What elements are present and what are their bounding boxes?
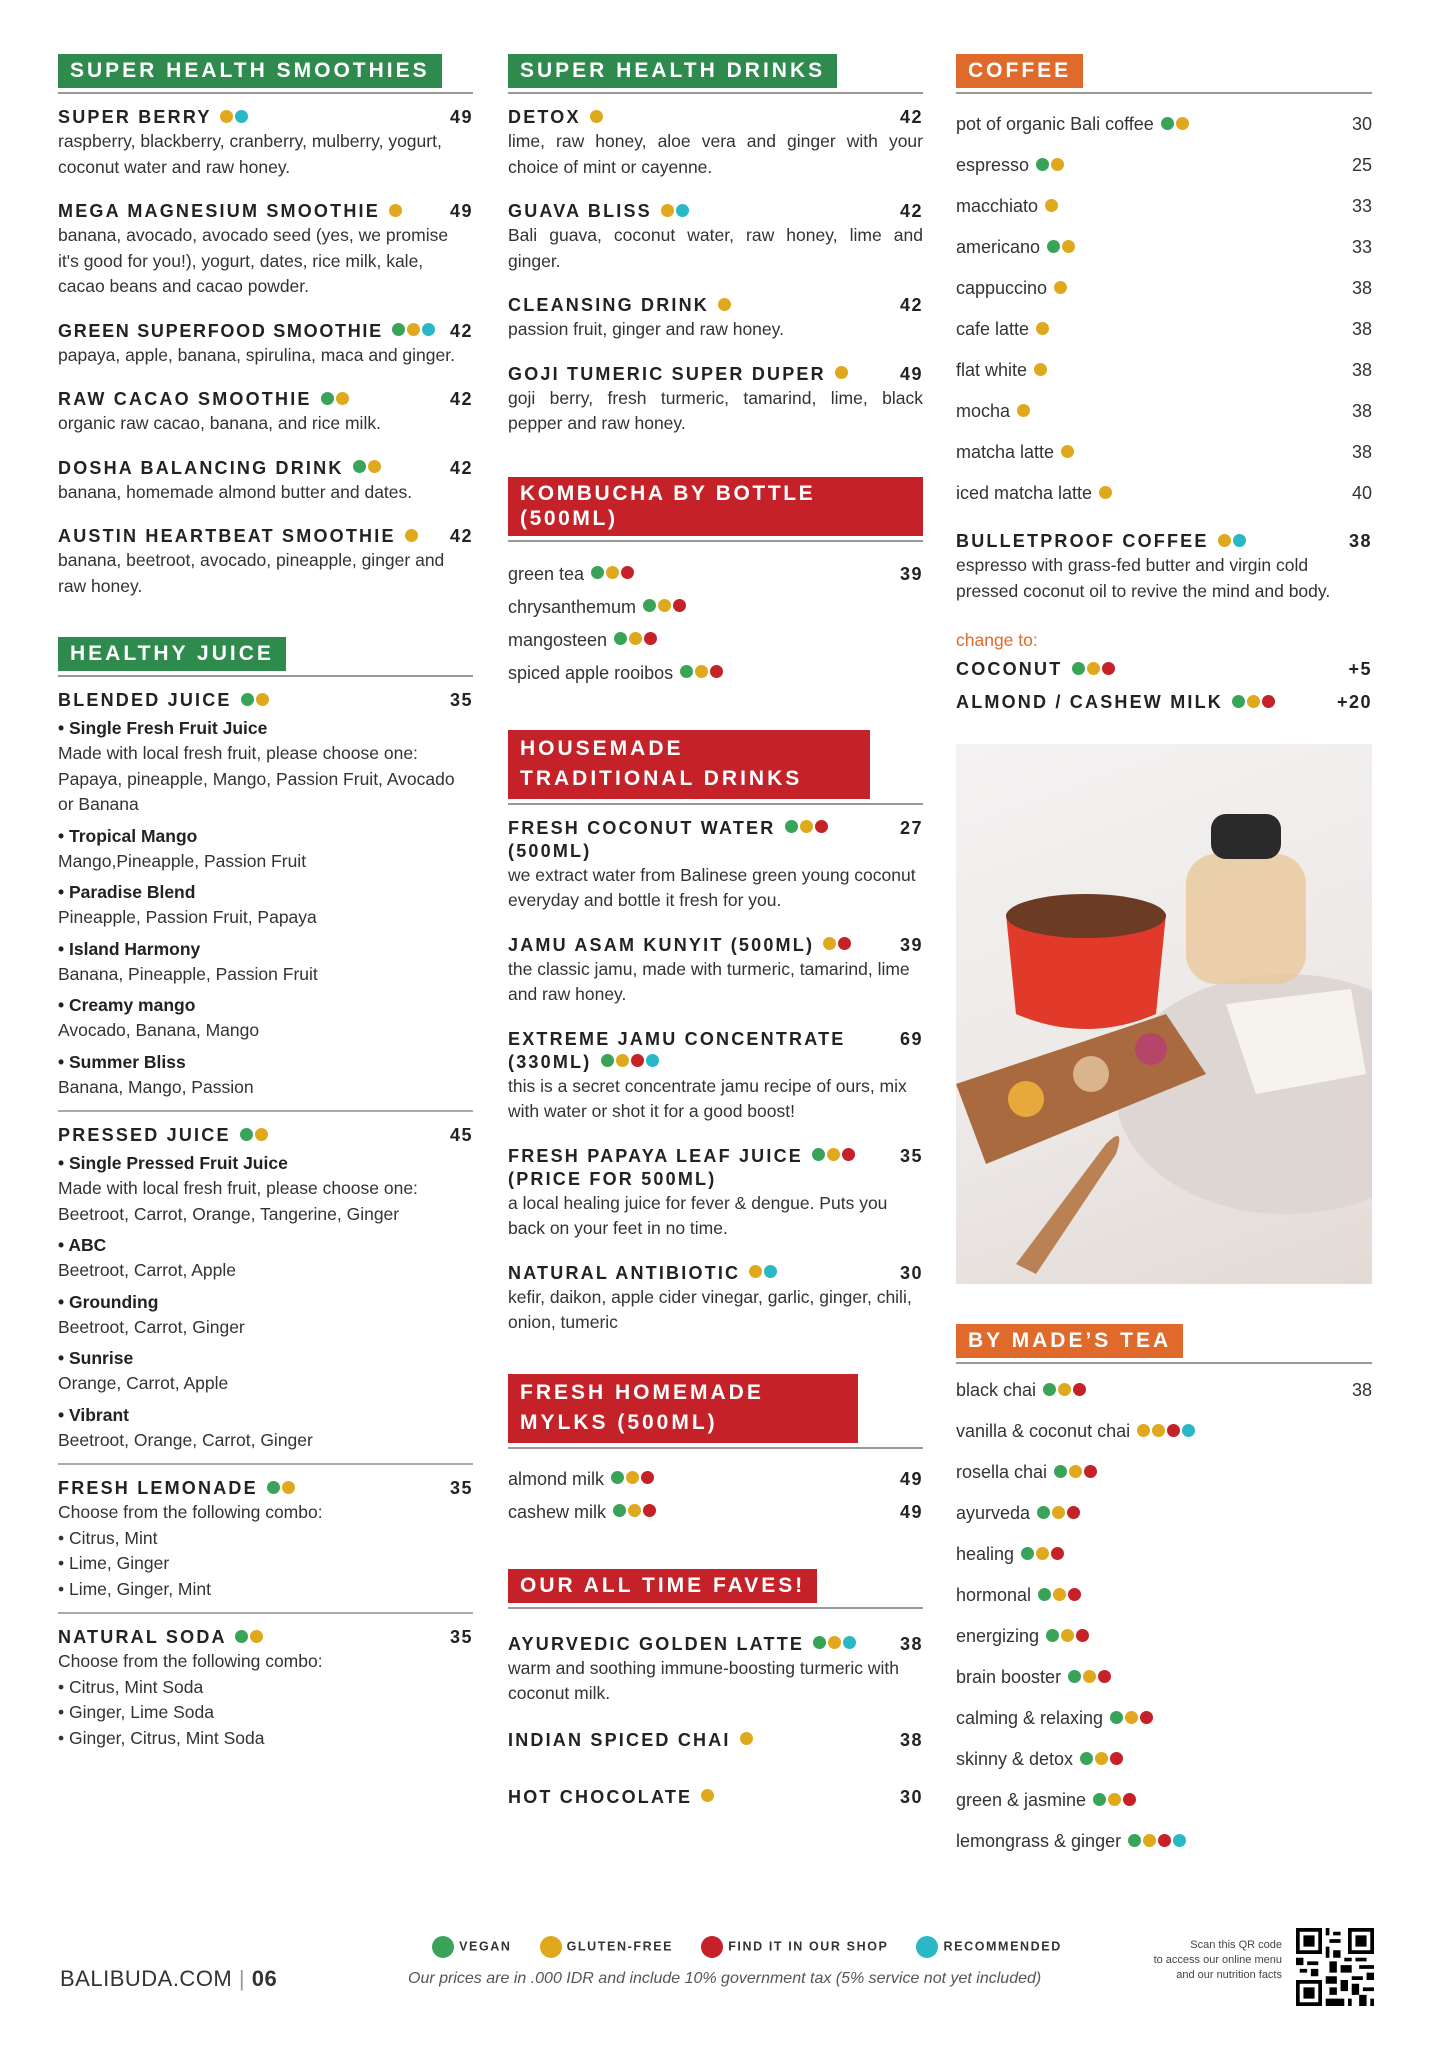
gluten-free-icon — [695, 665, 708, 678]
shop-icon — [631, 1054, 644, 1067]
section-heading-smoothies: SUPER HEALTH SMOOTHIES — [58, 54, 442, 88]
page-number: 06 — [251, 1966, 278, 1991]
gluten-free-icon — [1143, 1834, 1156, 1847]
section-heading-tea: BY MADE’S TEA — [956, 1324, 1183, 1358]
icon-legend: VEGAN GLUTEN-FREE FIND IT IN OUR SHOP RECOMMENDED — [430, 1936, 1062, 1958]
gluten-free-icon — [606, 566, 619, 579]
gluten-free-icon — [629, 632, 642, 645]
section-heading-traditional: HOUSEMADE TRADITIONAL DRINKS — [508, 730, 870, 799]
vegan-icon — [1072, 662, 1085, 675]
vegan-icon — [785, 820, 798, 833]
shop-icon — [1073, 1383, 1086, 1396]
shop-icon — [1051, 1547, 1064, 1560]
menu-item-golden-latte: AYURVEDIC GOLDEN LATTE 38 warm and soothing immune-boosting turmeric with coconut milk. — [508, 1633, 923, 1703]
site-link[interactable]: BALIBUDA.COM — [60, 1966, 233, 1991]
vegan-icon — [1232, 695, 1245, 708]
gluten-free-icon — [1125, 1711, 1138, 1724]
shop-icon — [621, 566, 634, 579]
vegan-icon — [432, 1936, 454, 1958]
gluten-free-icon — [389, 204, 402, 217]
tea-photo — [956, 744, 1372, 1284]
vegan-icon — [240, 1128, 253, 1141]
vegan-icon — [1161, 117, 1174, 130]
mylks-list: almond milk 49 cashew milk 49 — [508, 1468, 923, 1522]
divider — [508, 1447, 923, 1449]
shop-icon — [643, 1504, 656, 1517]
column-coffee-tea — [956, 54, 1372, 1862]
vegan-icon — [1021, 1547, 1034, 1560]
tea-photo-illustration — [956, 744, 1372, 1284]
recommended-icon — [764, 1265, 777, 1278]
shop-icon — [1167, 1424, 1180, 1437]
shop-icon — [1102, 662, 1115, 675]
gluten-free-icon — [1137, 1424, 1150, 1437]
divider — [58, 675, 473, 677]
divider — [58, 1612, 473, 1614]
gluten-free-icon — [1034, 363, 1047, 376]
vegan-icon — [1054, 1465, 1067, 1478]
gluten-free-icon — [368, 460, 381, 473]
menu-item-bulletproof: BULLETPROOF COFFEE 38 espresso with grass-fed butter and virgin cold pressed coconut oil to revive the mind and body. — [956, 531, 1372, 601]
menu-item-green-superfood: GREEN SUPERFOOD SMOOTHIE 42 papaya, apple, banana, spirulina, maca and ginger. — [58, 320, 473, 365]
divider — [956, 1362, 1372, 1364]
gluten-free-icon — [827, 1148, 840, 1161]
qr-caption: Scan this QR code to access our online menu and our nutrition facts — [1153, 1939, 1282, 1981]
gluten-free-icon — [1051, 158, 1064, 171]
vegan-icon — [267, 1481, 280, 1494]
gluten-free-icon — [718, 298, 731, 311]
gluten-free-icon — [336, 392, 349, 405]
price-note: Our prices are in .000 IDR and include 10% government tax (5% service not yet included) — [408, 1970, 1042, 1987]
divider — [58, 1110, 473, 1112]
shop-icon — [644, 632, 657, 645]
dried-flowers — [1008, 1081, 1044, 1117]
shop-icon — [673, 599, 686, 612]
menu-item-pressed-juice: PRESSED JUICE 45 • Single Pressed Fruit Juice Made with local fresh fruit, please choose one: Beetroot, Carrot, Orange, Tangerine, Ginger • ABC Beetroot, Carrot, Apple • Grounding Beetroot, Carrot, Ginger • Sunrise Orange, Carrot, Apple • Vibrant Beetroot, Orange, Carrot, Ginger — [58, 1125, 473, 1450]
gluten-free-icon — [1083, 1670, 1096, 1683]
wooden-spoon — [1016, 1136, 1119, 1274]
menu-item-goji-tumeric: GOJI TUMERIC SUPER DUPER 49 goji berry, fresh turmeric, tamarind, lime, black pepper and raw honey. — [508, 363, 923, 433]
vegan-icon — [392, 323, 405, 336]
teapot-lid — [1211, 814, 1281, 859]
gluten-free-icon — [282, 1481, 295, 1494]
divider — [58, 1463, 473, 1465]
menu-item-austin-heartbeat: AUSTIN HEARTBEAT SMOOTHIE 42 banana, beetroot, avocado, pineapple, ginger and raw honey. — [58, 526, 473, 596]
gluten-free-icon — [1062, 240, 1075, 253]
menu-item-dosha: DOSHA BALANCING DRINK 42 banana, homemade almond butter and dates. — [58, 457, 473, 502]
gluten-free-icon — [1017, 404, 1030, 417]
shop-icon — [710, 665, 723, 678]
shop-icon — [641, 1471, 654, 1484]
gluten-free-icon — [800, 820, 813, 833]
gluten-free-icon — [616, 1054, 629, 1067]
gluten-free-icon — [828, 1636, 841, 1649]
vegan-icon — [1043, 1383, 1056, 1396]
vegan-icon — [1036, 158, 1049, 171]
vegan-icon — [591, 566, 604, 579]
vegan-icon — [1046, 1629, 1059, 1642]
gluten-free-icon — [1052, 1506, 1065, 1519]
gluten-free-icon — [661, 204, 674, 217]
vegan-icon — [601, 1054, 614, 1067]
dried-flowers — [1073, 1056, 1109, 1092]
gluten-free-icon — [1099, 486, 1112, 499]
footer — [0, 1920, 1434, 2030]
teapot — [1186, 854, 1306, 984]
menu-item-super-berry: SUPER BERRY 49 raspberry, blackberry, cranberry, mulberry, yogurt, coconut water and raw honey. — [58, 107, 473, 177]
divider — [508, 540, 923, 542]
menu-item-blended-juice: BLENDED JUICE 35 • Single Fresh Fruit Juice Made with local fresh fruit, please choose one: Papaya, pineapple, Mango, Passion Fruit, Avocado or Banana • Tropical Mango Mango,Pineapple, Passion Fruit • Paradise Blend Pineapple, Passion Fruit, Papaya • Island Harmony Banana, Pineapple, Passion Fruit • Creamy mango Avocado, Banana, Mango • Summer Bliss Banana, Mango, Passion — [58, 690, 473, 1097]
divider — [956, 92, 1372, 94]
menu-item-guava-bliss: GUAVA BLISS 42 Bali guava, coconut water, raw honey, lime and ginger. — [508, 201, 923, 271]
recommended-icon — [676, 204, 689, 217]
gluten-free-icon — [626, 1471, 639, 1484]
menu-item-indian-chai: INDIAN SPICED CHAI 38 — [508, 1729, 923, 1750]
gluten-free-icon — [255, 1128, 268, 1141]
gluten-free-icon — [1053, 1588, 1066, 1601]
shop-icon — [1140, 1711, 1153, 1724]
menu-item-papaya-leaf: FRESH PAPAYA LEAF JUICE (PRICE FOR 500ML) 35 a local healing juice for fever & dengue. Puts you back on your feet in no time. — [508, 1145, 923, 1238]
shop-icon — [1262, 695, 1275, 708]
menu-item-hot-chocolate: HOT CHOCOLATE 30 — [508, 1786, 923, 1807]
vegan-icon — [613, 1504, 626, 1517]
gluten-free-icon — [405, 529, 418, 542]
divider — [508, 803, 923, 805]
menu-item-fresh-lemonade: FRESH LEMONADE 35 Choose from the following combo: • Citrus, Mint • Lime, Ginger • Lime, Ginger, Mint — [58, 1478, 473, 1599]
menu-item-cleansing-drink: CLEANSING DRINK 42 passion fruit, ginger and raw honey. — [508, 295, 923, 339]
gluten-free-icon — [1218, 534, 1231, 547]
vegan-icon — [1037, 1506, 1050, 1519]
recommended-icon — [235, 110, 248, 123]
vegan-icon — [813, 1636, 826, 1649]
menu-item-detox: DETOX 42 lime, raw honey, aloe vera and ginger with your choice of mint or cayenne. — [508, 107, 923, 177]
gluten-free-icon — [1058, 1383, 1071, 1396]
menu-item-mega-magnesium: MEGA MAGNESIUM SMOOTHIE 49 banana, avocado, avocado seed (yes, we promise it's good for you!), yogurt, dates, rice milk, kale, cacao beans and cacao powder. — [58, 201, 473, 296]
vegan-icon — [611, 1471, 624, 1484]
vegan-icon — [241, 693, 254, 706]
menu-item-coconut-water: FRESH COCONUT WATER (500ML) 27 we extract water from Balinese green young coconut everyday and bottle it fresh for you. — [508, 817, 923, 910]
vegan-icon — [1080, 1752, 1093, 1765]
column-drinks — [508, 54, 923, 1809]
gluten-free-icon — [658, 599, 671, 612]
divider — [58, 92, 473, 94]
column-smoothies-juice — [58, 54, 473, 1751]
change-to-label: change to: — [956, 630, 1038, 650]
vegan-icon — [235, 1630, 248, 1643]
menu-item-natural-soda: NATURAL SODA 35 Choose from the following combo: • Citrus, Mint Soda • Ginger, Lime Soda • Ginger, Citrus, Mint Soda — [58, 1627, 473, 1748]
section-heading-faves: OUR ALL TIME FAVES! — [508, 1569, 817, 1603]
gluten-free-icon — [1152, 1424, 1165, 1437]
gluten-free-icon — [1061, 1629, 1074, 1642]
shop-icon — [1123, 1793, 1136, 1806]
divider — [508, 1607, 923, 1609]
qr-code-icon[interactable] — [1296, 1928, 1374, 2006]
vegan-icon — [614, 632, 627, 645]
gluten-free-icon — [1176, 117, 1189, 130]
recommended-icon — [1182, 1424, 1195, 1437]
section-heading-mylks: FRESH HOMEMADE MYLKS (500ML) — [508, 1374, 858, 1443]
vegan-icon — [353, 460, 366, 473]
gluten-free-icon — [1087, 662, 1100, 675]
bowl-tea — [1006, 894, 1166, 938]
shop-icon — [838, 937, 851, 950]
gluten-free-icon — [407, 323, 420, 336]
vegan-icon — [1068, 1670, 1081, 1683]
gluten-free-icon — [749, 1265, 762, 1278]
gluten-free-icon — [835, 366, 848, 379]
gluten-free-icon — [220, 110, 233, 123]
shop-icon — [815, 820, 828, 833]
shop-icon — [1098, 1670, 1111, 1683]
gluten-free-icon — [628, 1504, 641, 1517]
shop-icon — [1068, 1588, 1081, 1601]
shop-icon — [1084, 1465, 1097, 1478]
section-heading-health-drinks: SUPER HEALTH DRINKS — [508, 54, 837, 88]
shop-icon — [1110, 1752, 1123, 1765]
gluten-free-icon — [1108, 1793, 1121, 1806]
section-heading-healthy-juice: HEALTHY JUICE — [58, 637, 286, 671]
gluten-free-icon — [1061, 445, 1074, 458]
gluten-free-icon — [823, 937, 836, 950]
site-and-page: BALIBUDA.COM | 06 — [60, 1966, 278, 1991]
shop-icon — [1067, 1506, 1080, 1519]
shop-icon — [701, 1936, 723, 1958]
gluten-free-icon — [1069, 1465, 1082, 1478]
tea-list: black chai 38 vanilla & coconut chai rosella chai ayurveda healing hormonal energizing brain booster calming & relaxing skinny & detox green & jasmine lemongrass & ginger — [956, 1380, 1372, 1851]
vegan-icon — [643, 599, 656, 612]
kombucha-list: green tea 39 chrysanthemum mangosteen spiced apple rooibos — [508, 563, 923, 683]
gluten-free-icon — [256, 693, 269, 706]
recommended-icon — [422, 323, 435, 336]
vegan-icon — [1093, 1793, 1106, 1806]
vegan-icon — [321, 392, 334, 405]
vegan-icon — [1128, 1834, 1141, 1847]
gluten-free-icon — [250, 1630, 263, 1643]
gluten-free-icon — [1054, 281, 1067, 294]
gluten-free-icon — [1036, 322, 1049, 335]
recommended-icon — [646, 1054, 659, 1067]
gluten-free-icon — [1036, 1547, 1049, 1560]
menu-item-jamu-asam: JAMU ASAM KUNYIT (500ML) 39 the classic jamu, made with turmeric, tamarind, lime and raw honey. — [508, 934, 923, 1004]
vegan-icon — [1047, 240, 1060, 253]
menu-item-natural-antibiotic: NATURAL ANTIBIOTIC 30 kefir, daikon, apple cider vinegar, garlic, ginger, chili, onion, tumeric — [508, 1262, 923, 1332]
gluten-free-icon — [590, 110, 603, 123]
menu-item-extreme-jamu: EXTREME JAMU CONCENTRATE (330ML) 69 this is a secret concentrate jamu recipe of ours, mix with water or shot it for a good boost! — [508, 1028, 923, 1121]
vegan-icon — [1110, 1711, 1123, 1724]
section-heading-coffee: COFFEE — [956, 54, 1083, 88]
gluten-free-icon — [701, 1789, 714, 1802]
dried-flowers — [1135, 1033, 1167, 1065]
shop-icon — [1158, 1834, 1171, 1847]
shop-icon — [1076, 1629, 1089, 1642]
vegan-icon — [680, 665, 693, 678]
recommended-icon — [843, 1636, 856, 1649]
gluten-free-icon — [1045, 199, 1058, 212]
gluten-free-icon — [1095, 1752, 1108, 1765]
change-item-coconut: COCONUT +5 — [956, 659, 1372, 679]
coffee-list: pot of organic Bali coffee 30 espresso 25 macchiato 33 americano 33 cappuccino 38 cafe latte 38 flat white 38 mocha 38 matcha latte 38 iced matcha latte 40 — [956, 114, 1372, 503]
gluten-free-icon — [540, 1936, 562, 1958]
gluten-free-icon — [1247, 695, 1260, 708]
change-item-almond-cashew: ALMOND / CASHEW MILK +20 — [956, 692, 1372, 712]
recommended-icon — [916, 1936, 938, 1958]
vegan-icon — [812, 1148, 825, 1161]
recommended-icon — [1233, 534, 1246, 547]
menu-item-raw-cacao: RAW CACAO SMOOTHIE 42 organic raw cacao, banana, and rice milk. — [58, 389, 473, 433]
divider — [508, 92, 923, 94]
section-heading-kombucha: KOMBUCHA BY BOTTLE (500ML) — [508, 477, 923, 536]
recommended-icon — [1173, 1834, 1186, 1847]
shop-icon — [842, 1148, 855, 1161]
gluten-free-icon — [740, 1732, 753, 1745]
vegan-icon — [1038, 1588, 1051, 1601]
